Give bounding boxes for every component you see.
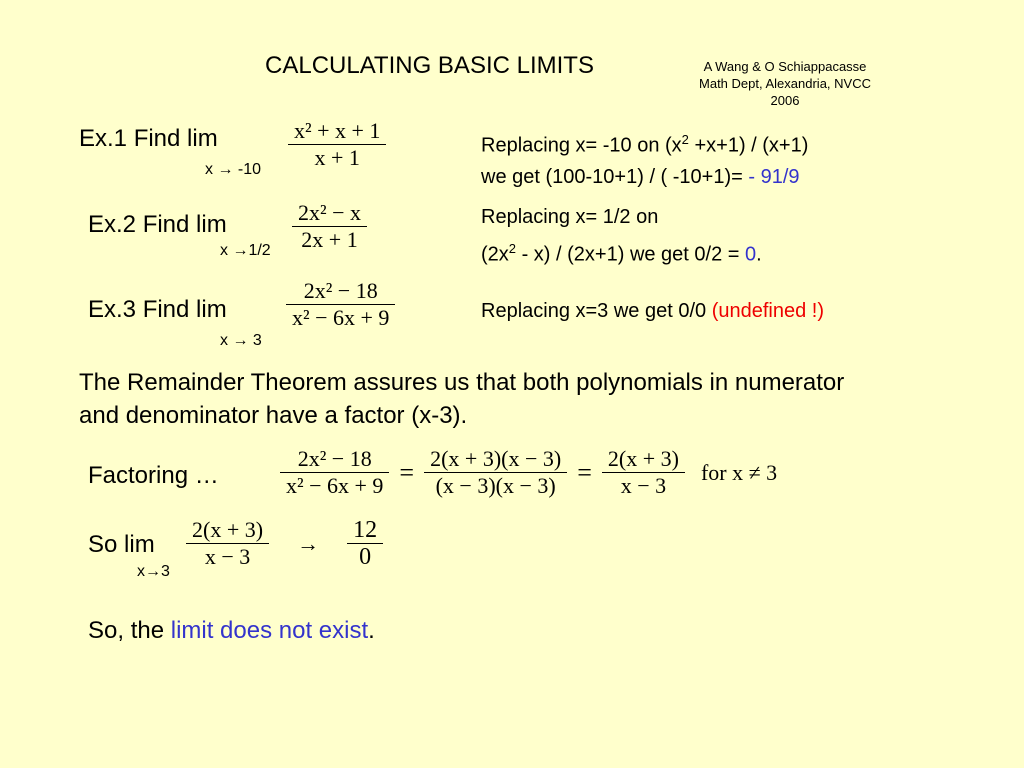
ex2-result: 0 [745,243,757,266]
solim-fraction: $\frac{2(x + 3)}{x - 3}$ [186,517,269,570]
arrow-icon: → [297,530,320,556]
credit-line-dept: Math Dept, Alexandria, NVCC [699,76,871,91]
ex1-approach: x → -10 [205,161,262,178]
factoring-label: Factoring … [88,462,219,489]
ex1-numerator: x² + x + 1 [294,118,381,143]
ex1-result: - 91/9 [748,165,800,188]
condition-text: for x ≠ 3 [700,459,778,485]
ex3-numerator: 2x² − 18 [303,278,378,303]
equals-sign: = [399,457,415,487]
solim-result-fraction: $\frac{12}{0}$ [347,517,383,570]
factoring-fraction-2: $\frac{2(x + 3)(x - 3)}{(x - 3)(x - 3)}$ [424,446,567,499]
ex2-explanation [481,202,762,271]
ex2-line2: $(2x^2 - x) / (2x+1)$ we get 0/2 = 0. [481,241,762,266]
solim-expression [186,517,383,570]
ex3-fraction [286,278,395,331]
ex2-approach: x →1/2 [220,242,271,259]
factoring-fraction-3: $\frac{2(x + 3)}{x - 3}$ [602,446,685,499]
ex3-denominator: x² − 6x + 9 [292,305,390,330]
ex1-label: Ex.1 Find lim [79,125,218,152]
credit-line-year: 2006 [770,93,800,108]
ex1-line2: we get (100-10+1) / ( -10+1)= - 91/9 [481,165,800,188]
factoring-fraction-1: $\frac{\text{2x² − 18}}{\text{x² − 6x + 9}}$ [280,446,389,499]
ex1-denominator: x + 1 [314,145,360,170]
ex3-label: Ex.3 Find lim [88,296,227,323]
factoring-equation [280,446,777,499]
solim-label: So lim [88,531,155,558]
ex2-fraction [292,200,367,253]
ex3-explanation: Replacing x=3 we get 0/0 (undefined !) [481,300,824,322]
page-title: CALCULATING BASIC LIMITS [265,52,594,79]
author-credit [690,58,880,109]
solim-approach: x→3 [137,563,170,580]
ex1-explanation [481,124,808,193]
ex3-approach: x → 3 [220,332,262,349]
ex2-label: Ex.2 Find lim [88,211,227,238]
ex2-denominator: 2x + 1 [301,227,358,252]
ex2-numerator: 2x² − x [298,200,362,225]
ex1-fraction [288,118,386,171]
ex1-line1: Replacing x= -10 on $(x^2 +x+1) / (x+1)$ [481,132,809,157]
conclusion-text: So, the limit does not exist. [88,617,375,644]
remainder-theorem-text: The Remainder Theorem assures us that both polynomials in numerator and denominator have a factor (x-3). [79,369,845,429]
conclusion-highlight: limit does not exist [170,617,369,644]
ex2-line1: Replacing x= 1/2 on [481,206,659,228]
equals-sign: = [577,457,592,487]
credit-line-authors: A Wang & O Schiappacasse [703,59,867,74]
ex3-result: (undefined !) [711,300,824,322]
